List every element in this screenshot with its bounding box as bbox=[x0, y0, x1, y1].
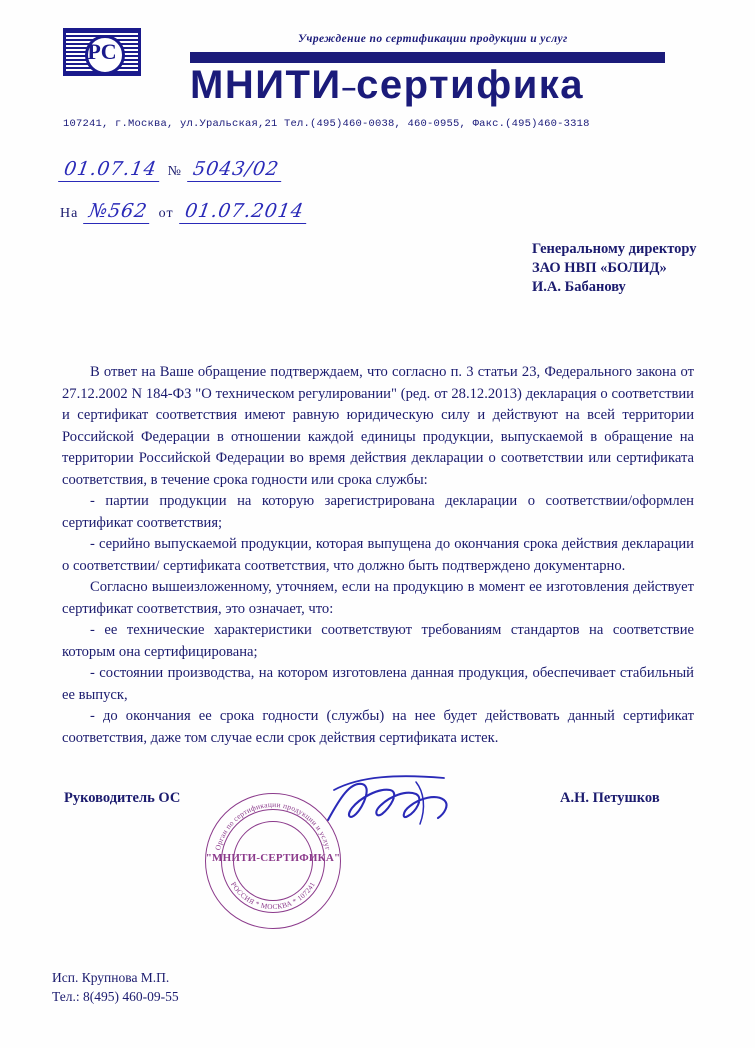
body-paragraph-7: - до окончания ее срока годности (службы) на нее будет действовать данный сертификат соответствия, даже том случае если срок действия сертификата истек. bbox=[62, 708, 694, 746]
reference-incoming-date-label: от bbox=[158, 206, 174, 221]
page-title-dash: – bbox=[341, 71, 357, 102]
signatory-name: А.Н. Петушков bbox=[560, 790, 660, 806]
body-paragraph-1: В ответ на Ваше обращение подтверждаем, что согласно п. 3 статьи 23, Федерального закона от 27.12.2002 N 184-ФЗ "О техническом регулировании" (ред. от 28.12.2013) декларация о соответствии и сертификат соответствия имеют равную юридическую силу и действуют на всей территории Российской Федерации в отношении каждой единицы продукции, выпускаемой в обращение на территории Российской Федерации во время действия декларации о соответствии или сертификата соответствия, в течение срока годности или срока службы: bbox=[62, 364, 694, 488]
page-title-second: сертифика bbox=[356, 63, 585, 107]
stamp-arc-top-text: Орган по сертификации продукции и услуг bbox=[213, 799, 333, 852]
signatory-position: Руководитель ОС bbox=[64, 790, 181, 806]
org-tagline: Учреждение по сертификации продукции и услуг bbox=[298, 33, 568, 45]
reference-number: 5043/02 bbox=[187, 158, 285, 182]
org-contacts: 107241, г.Москва, ул.Уральская,21 Тел.(495)460-0038, 460-0955, Факс.(495)460-3318 bbox=[63, 118, 590, 130]
reference-incoming bbox=[60, 200, 307, 224]
executor-name: Исп. Крупнова М.П. bbox=[52, 970, 170, 985]
logo-letter-icon: PC bbox=[87, 39, 117, 64]
reference-incoming-prefix: На bbox=[60, 206, 79, 221]
executor-phone: Тел.: 8(495) 460-09-55 bbox=[52, 989, 179, 1004]
body-paragraph-5: - ее технические характеристики соответствуют требованиям стандартов на соответствие которым она сертифицирована; bbox=[62, 622, 694, 660]
page-title-main: МНИТИ bbox=[190, 63, 342, 107]
addressee-line-1: Генеральному директору bbox=[532, 241, 697, 257]
header-rule bbox=[190, 52, 665, 61]
body-paragraph-3: - серийно выпускаемой продукции, которая выпущена до окончания срока действия декларации о соответствии/ сертификата соответствия, что должно быть подтверждено документарно. bbox=[62, 536, 694, 574]
body-paragraph-2: - партии продукции на которую зарегистрирована декларации о соответствии/оформлен сертификат соответствия; bbox=[62, 493, 694, 531]
reference-number-sign: № bbox=[167, 164, 183, 179]
stamp-arc-bottom-text: РОССИЯ * МОСКВА * 107241 bbox=[228, 880, 318, 912]
handwritten-signature bbox=[320, 768, 480, 838]
addressee-line-2: ЗАО НВП «БОЛИД» bbox=[532, 260, 667, 276]
executor-block bbox=[52, 968, 179, 1006]
stamp-center-text: "МНИТИ-СЕРТИФИКА" bbox=[205, 852, 341, 864]
addressee-line-3: И.А. Бабанову bbox=[532, 279, 626, 295]
letterhead bbox=[0, 0, 755, 140]
official-stamp bbox=[205, 793, 341, 929]
page-title bbox=[190, 63, 690, 108]
mniti-logo bbox=[63, 28, 141, 76]
body-paragraph-4: Согласно вышеизложенному, уточняем, если на продукцию в момент ее изготовления действует сертификат соответствия, это означает, что: bbox=[62, 579, 694, 617]
body-paragraph-6: - состоянии производства, на котором изготовлена данная продукция, обеспечивает стабильный ее выпуск, bbox=[62, 665, 694, 703]
reference-date: 01.07.14 bbox=[58, 158, 162, 182]
reference-outgoing bbox=[60, 158, 283, 182]
reference-incoming-number: №562 bbox=[83, 200, 153, 224]
reference-incoming-date: 01.07.2014 bbox=[179, 200, 310, 224]
addressee-block bbox=[532, 240, 697, 297]
letter-body bbox=[62, 362, 694, 749]
